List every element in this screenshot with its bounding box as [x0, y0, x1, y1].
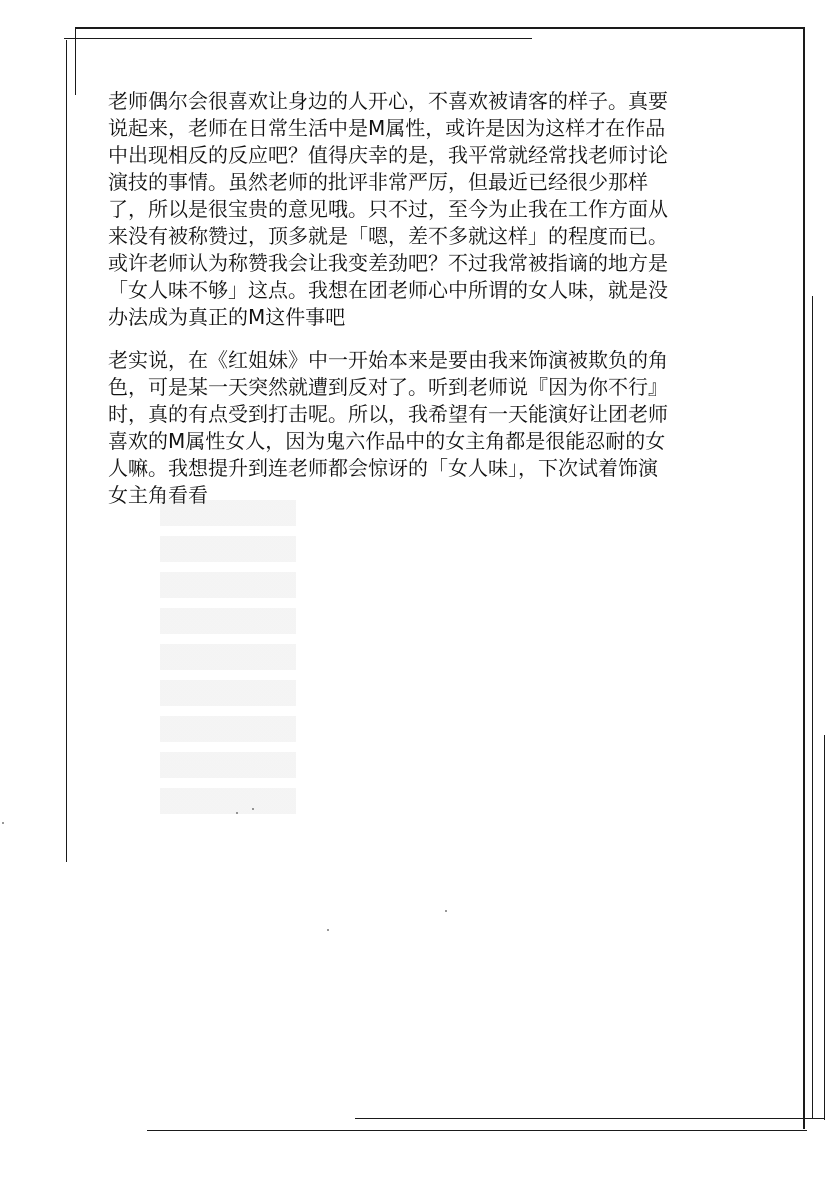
text-line: 说起来，老师在日常生活中是M属性，或许是因为这样才在作品	[108, 116, 666, 140]
scan-speck	[2, 822, 4, 824]
text-line: 了，所以是很宝贵的意见哦。只不过，至今为止我在工作方面从	[108, 197, 668, 221]
scan-speck	[236, 812, 238, 814]
text-line: 办法成为真正的M这件事吧	[108, 305, 346, 329]
paragraph-1	[108, 88, 734, 331]
frame-bottom-inner-line	[355, 1118, 825, 1119]
text-line: 演技的事情。虽然老师的批评非常严厉，但最近已经很少那样	[108, 170, 648, 194]
frame-left-line	[75, 27, 76, 95]
frame-right-line	[803, 27, 805, 1129]
text-line: 女主角看看	[108, 483, 208, 507]
bleed-through-area	[160, 500, 296, 818]
paragraph-2	[108, 347, 734, 509]
frame-right-outer-line	[824, 735, 825, 1120]
text-line: 老实说，在《红姐妹》中一开始本来是要由我来饰演被欺负的角	[108, 348, 668, 372]
frame-top-inner-line	[64, 38, 532, 39]
text-line: 人嘛。我想提升到连老师都会惊讶的「女人味」，下次试着饰演	[108, 456, 658, 480]
text-line: 「女人味不够」这点。我想在团老师心中所谓的女人味，就是没	[108, 278, 668, 302]
text-line: 老师偶尔会很喜欢让身边的人开心，不喜欢被请客的样子。真要	[108, 89, 668, 113]
frame-top-line	[76, 27, 804, 29]
scan-speck	[252, 808, 254, 810]
frame-left-long-line	[66, 40, 67, 862]
text-line: 喜欢的M属性女人，因为鬼六作品中的女主角都是很能忍耐的女	[108, 429, 666, 453]
text-line: 来没有被称赞过，顶多就是「嗯，差不多就这样」的程度而已。	[108, 224, 668, 248]
frame-bottom-line	[147, 1130, 807, 1131]
frame-right-inner-line	[812, 296, 813, 1118]
text-line: 中出现相反的反应吧？值得庆幸的是，我平常就经常找老师讨论	[108, 143, 668, 167]
scan-speck	[445, 910, 447, 912]
text-line: 色，可是某一天突然就遭到反对了。听到老师说『因为你不行』	[108, 375, 668, 399]
text-line: 时，真的有点受到打击呢。所以，我希望有一天能演好让团老师	[108, 402, 668, 426]
text-line: 或许老师认为称赞我会让我变差劲吧？不过我常被指谪的地方是	[108, 251, 668, 275]
scan-speck	[327, 929, 329, 931]
